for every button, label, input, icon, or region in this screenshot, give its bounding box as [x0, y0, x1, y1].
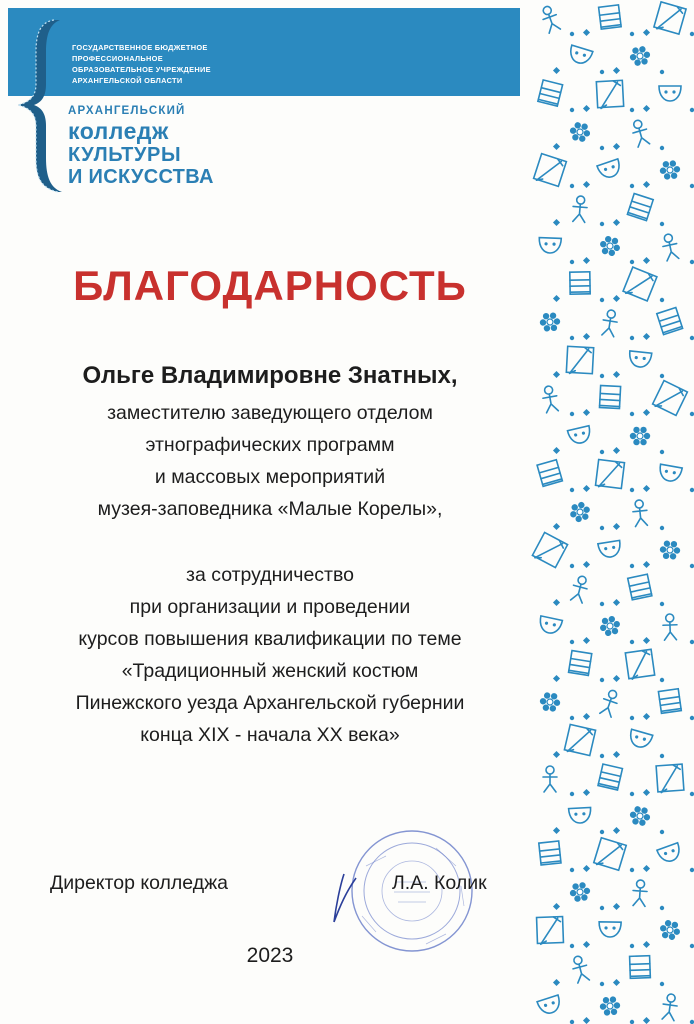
pattern-dot	[630, 640, 634, 644]
pattern-dot	[570, 336, 574, 340]
pattern-square	[643, 561, 650, 568]
mask-icon	[537, 995, 563, 1016]
reason-line: Пинежского уезда Архангельской губернии	[75, 692, 465, 714]
pattern-square	[643, 409, 650, 416]
flower-icon	[630, 427, 650, 446]
pattern-dot	[690, 336, 694, 340]
pattern-dot	[660, 374, 664, 378]
pattern-dot	[600, 982, 604, 986]
recipient-position	[0, 397, 540, 525]
pattern-dot	[630, 564, 634, 568]
pattern-dot	[630, 412, 634, 416]
mask-icon	[599, 922, 621, 937]
document-year: 2023	[246, 944, 294, 967]
pattern-dot	[600, 374, 604, 378]
pattern-square	[553, 827, 560, 834]
pattern-square	[613, 219, 620, 226]
person-icon	[570, 575, 590, 604]
position-line: этнографических программ	[145, 434, 395, 456]
pencil-icon	[651, 379, 688, 416]
pattern-dot	[600, 602, 604, 606]
pattern-square	[583, 257, 590, 264]
pattern-dot	[630, 184, 634, 188]
piano-icon	[537, 460, 562, 487]
piano-icon	[630, 956, 651, 979]
pencil-icon	[564, 724, 596, 756]
pattern-square	[643, 941, 650, 948]
pattern-dot	[570, 868, 574, 872]
pattern-dot	[660, 906, 664, 910]
mask-icon	[657, 843, 683, 865]
pattern-dot	[570, 488, 574, 492]
pattern-dot	[660, 526, 664, 530]
pattern-dot	[630, 488, 634, 492]
pencil-icon	[563, 343, 597, 377]
pattern-square	[643, 485, 650, 492]
pattern-square	[583, 485, 590, 492]
person-icon	[599, 688, 621, 717]
pattern-square	[583, 29, 590, 36]
mask-icon	[539, 238, 562, 254]
pattern-square	[643, 105, 650, 112]
pattern-square	[553, 979, 560, 986]
person-icon	[663, 614, 678, 640]
pattern-dot	[600, 830, 604, 834]
pattern-dot	[570, 792, 574, 796]
pattern-dot	[570, 32, 574, 36]
pattern-dot	[690, 488, 694, 492]
college-logo-brace-icon	[14, 18, 76, 193]
pattern-square	[613, 599, 620, 606]
pattern-square	[643, 789, 650, 796]
pattern-dot	[660, 678, 664, 682]
mask-icon	[659, 86, 681, 101]
person-icon	[543, 766, 557, 792]
pencil-icon	[652, 760, 689, 797]
pattern-dot	[630, 792, 634, 796]
piano-icon	[539, 841, 561, 865]
decorative-pattern-strip	[524, 0, 694, 1024]
flower-icon	[539, 312, 561, 332]
pattern-dot	[690, 108, 694, 112]
flower-icon	[599, 996, 621, 1016]
pattern-square	[553, 675, 560, 682]
pattern-square	[583, 1017, 590, 1024]
position-line: музея-заповедника «Малые Корелы»,	[97, 498, 443, 520]
piano-icon	[657, 307, 683, 334]
flower-icon	[568, 121, 592, 143]
pattern-square	[553, 67, 560, 74]
pattern-dot	[570, 564, 574, 568]
flower-icon	[659, 540, 681, 560]
pattern-dot	[630, 108, 634, 112]
pattern-square	[613, 523, 620, 530]
piano-icon	[627, 193, 653, 220]
person-icon	[630, 119, 651, 148]
institution-type-text	[72, 42, 232, 86]
flower-icon	[628, 45, 651, 67]
piano-icon	[599, 5, 622, 29]
pattern-square	[583, 637, 590, 644]
pattern-dot	[690, 184, 694, 188]
pattern-square	[643, 333, 650, 340]
pattern-square	[643, 29, 650, 36]
pattern-square	[553, 751, 560, 758]
pattern-dot	[600, 70, 604, 74]
pattern-dot	[600, 450, 604, 454]
pattern-dot	[660, 830, 664, 834]
pencil-icon	[532, 912, 568, 948]
pattern-square	[643, 1017, 650, 1024]
position-line: заместителю заведующего отделом	[107, 402, 433, 424]
pattern-dot	[660, 146, 664, 150]
recipient-name: Ольге Владимировне Знатных,	[82, 362, 458, 389]
pattern-dot	[690, 868, 694, 872]
pattern-square	[613, 903, 620, 910]
pattern-dot	[690, 412, 694, 416]
flower-icon	[598, 614, 623, 637]
mask-icon	[567, 426, 592, 446]
pattern-square	[613, 371, 620, 378]
person-icon	[572, 195, 588, 222]
pattern-dot	[660, 70, 664, 74]
institution-line: ПРОФЕССИОНАЛЬНОЕ	[72, 54, 163, 63]
pattern-square	[613, 979, 620, 986]
piano-icon	[658, 689, 681, 714]
pattern-square	[553, 447, 560, 454]
pattern-dot	[690, 1020, 694, 1024]
pattern-dot	[600, 222, 604, 226]
pattern-dot	[600, 146, 604, 150]
pencil-icon	[533, 153, 567, 187]
pattern-dot	[600, 526, 604, 530]
pattern-square	[643, 865, 650, 872]
pattern-square	[583, 713, 590, 720]
mask-icon	[597, 159, 623, 180]
pattern-square	[643, 257, 650, 264]
pattern-square	[583, 789, 590, 796]
pattern-square	[613, 67, 620, 74]
mask-icon	[538, 616, 563, 635]
pattern-square	[643, 637, 650, 644]
pattern-dot	[600, 754, 604, 758]
pattern-square	[553, 523, 560, 530]
pencil-icon	[592, 76, 628, 112]
director-name: Л.А. Колик	[392, 872, 487, 894]
pattern-square	[553, 219, 560, 226]
pattern-dot	[660, 754, 664, 758]
pattern-dot	[660, 982, 664, 986]
pattern-dot	[570, 640, 574, 644]
reason-line: за сотрудничество	[186, 564, 354, 586]
mask-icon	[627, 729, 652, 749]
piano-icon	[538, 80, 563, 106]
gratitude-reason	[0, 559, 540, 751]
pencil-icon	[621, 645, 659, 683]
person-icon	[632, 499, 649, 526]
reason-line: при организации и проведении	[129, 596, 411, 618]
pencil-icon	[622, 266, 658, 302]
pattern-square	[613, 143, 620, 150]
pattern-square	[613, 675, 620, 682]
pattern-dot	[630, 944, 634, 948]
pattern-square	[613, 751, 620, 758]
pattern-dot	[600, 678, 604, 682]
reason-line: «Традиционный женский костюм	[121, 660, 419, 682]
pattern-dot	[660, 450, 664, 454]
pattern-square	[583, 409, 590, 416]
pattern-square	[613, 447, 620, 454]
pattern-dot	[630, 868, 634, 872]
pattern-dot	[630, 1020, 634, 1024]
director-label: Директор колледжа	[50, 872, 228, 894]
flower-icon	[568, 881, 591, 903]
pattern-dot	[630, 336, 634, 340]
pattern-dot	[630, 32, 634, 36]
piano-icon	[569, 651, 592, 676]
reason-line: конца XIX - начала XX века»	[140, 724, 400, 746]
pattern-dot	[690, 564, 694, 568]
pattern-dot	[570, 184, 574, 188]
mask-icon	[569, 807, 592, 823]
reason-line: курсов повышения квалификации по теме	[78, 628, 462, 650]
pattern-square	[583, 865, 590, 872]
pencil-icon	[594, 458, 626, 490]
mask-icon	[658, 464, 682, 483]
institution-line: ОБРАЗОВАТЕЛЬНОЕ УЧРЕЖДЕНИЕ	[72, 65, 211, 74]
college-name-line: КУЛЬТУРЫ	[68, 143, 182, 166]
pattern-dot	[600, 298, 604, 302]
pattern-square	[553, 371, 560, 378]
flower-icon	[567, 500, 592, 524]
piano-icon	[628, 574, 652, 600]
institution-line: ГОСУДАРСТВЕННОЕ БЮДЖЕТНОЕ	[72, 43, 208, 52]
pattern-dot	[660, 298, 664, 302]
pattern-dot	[660, 222, 664, 226]
pattern-dot	[690, 640, 694, 644]
pattern-dot	[690, 260, 694, 264]
person-icon	[661, 233, 680, 261]
position-line: и массовых мероприятий	[154, 466, 386, 488]
pattern-square	[583, 181, 590, 188]
pattern-square	[613, 827, 620, 834]
college-name-line: АРХАНГЕЛЬСКИЙ	[68, 105, 186, 117]
pattern-dot	[570, 716, 574, 720]
person-icon	[541, 385, 559, 413]
pattern-dot	[660, 602, 664, 606]
pattern-square	[553, 295, 560, 302]
pattern-square	[583, 333, 590, 340]
pattern-square	[553, 143, 560, 150]
mask-icon	[567, 45, 592, 66]
pencil-icon	[593, 837, 627, 871]
pattern-dot	[600, 906, 604, 910]
pattern-dot	[690, 32, 694, 36]
person-icon	[632, 880, 648, 907]
institution-line: АРХАНГЕЛЬСКОЙ ОБЛАСТИ	[72, 76, 183, 85]
pattern-square	[553, 903, 560, 910]
person-icon	[601, 309, 619, 337]
college-name	[68, 106, 238, 187]
person-icon	[661, 993, 678, 1021]
pattern-square	[643, 713, 650, 720]
pattern-dot	[570, 260, 574, 264]
pattern-square	[583, 561, 590, 568]
flower-icon	[628, 805, 651, 827]
pattern-square	[643, 181, 650, 188]
pattern-dot	[690, 944, 694, 948]
flower-icon	[598, 234, 623, 257]
pattern-dot	[570, 108, 574, 112]
flower-icon	[658, 919, 682, 942]
document-title: БЛАГОДАРНОСТЬ	[73, 262, 467, 309]
pattern-square	[583, 941, 590, 948]
pattern-dot	[570, 944, 574, 948]
mask-icon	[628, 351, 651, 368]
piano-icon	[570, 272, 590, 294]
flower-icon	[659, 160, 681, 181]
pattern-dot	[630, 716, 634, 720]
pattern-square	[613, 295, 620, 302]
pattern-dot	[570, 412, 574, 416]
person-icon	[539, 4, 561, 33]
person-icon	[570, 955, 590, 984]
college-name-line: колледж	[68, 117, 169, 144]
piano-icon	[599, 385, 620, 408]
pencil-icon	[653, 1, 686, 34]
piano-icon	[598, 764, 622, 790]
pattern-dot	[570, 1020, 574, 1024]
mask-icon	[598, 540, 622, 558]
flower-icon	[539, 692, 561, 713]
pattern-square	[553, 599, 560, 606]
pattern-dot	[630, 260, 634, 264]
college-name-line: И ИСКУССТВА	[68, 165, 214, 188]
pattern-dot	[690, 716, 694, 720]
pattern-square	[583, 105, 590, 112]
pattern-dot	[690, 792, 694, 796]
